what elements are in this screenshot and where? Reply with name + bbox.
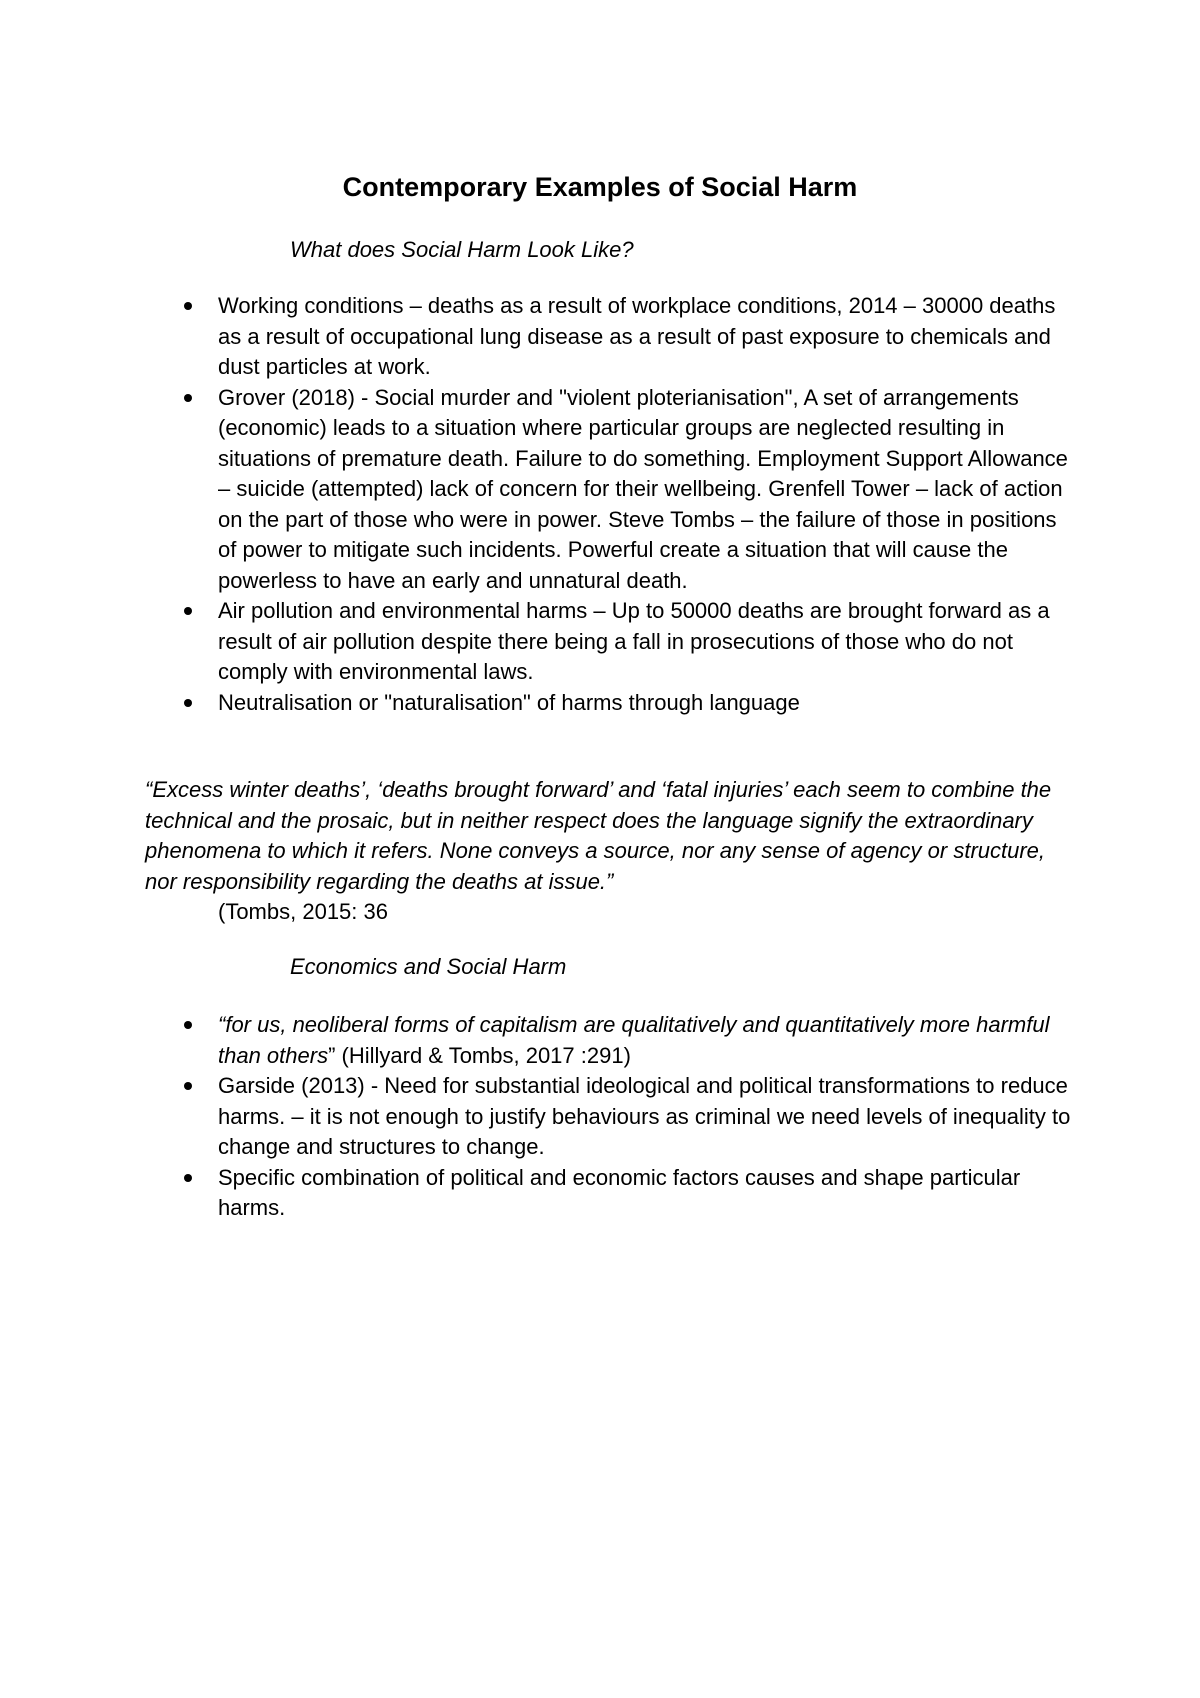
list-item <box>178 291 1078 383</box>
section-heading-social-harm: What does Social Harm Look Like? <box>290 237 634 262</box>
list-item-text: Garside (2013) - Need for substantial ideological and political transformations to reduce harms. – it is not enough to justify behaviours as criminal we need levels of inequality to change and structures to change. <box>218 1073 1071 1159</box>
list-item <box>178 688 1078 719</box>
list-item <box>178 596 1078 688</box>
bullet-icon <box>184 1082 192 1090</box>
list-item <box>178 1071 1078 1163</box>
bullet-icon <box>184 394 192 402</box>
bullet-icon <box>184 1174 192 1182</box>
bullet-icon <box>184 1021 192 1029</box>
bullet-icon <box>184 302 192 310</box>
document-title: Contemporary Examples of Social Harm <box>342 172 858 202</box>
list-item-text: Grover (2018) - Social murder and "violent ploterianisation", A set of arrangements (economic) leads to a situation where particular groups are neglected resulting in situations of premature death. Failure to do something. Employment Support Allowance – suicide (attempted) lack of concern for their wellbeing. Grenfell Tower – lack of action on the part of those who were in power. Steve Tombs – the failure of those in positions of power to mitigate such incidents. Powerful create a situation that will cause the powerless to have an early and unnatural death. <box>218 384 1068 593</box>
list-item-text: Working conditions – deaths as a result of workplace conditions, 2014 – 30000 deaths as a result of occupational lung disease as a result of past exposure to chemicals and dust particles at work. <box>218 293 1056 379</box>
list-item <box>178 383 1078 597</box>
list-item-text: Specific combination of political and economic factors causes and shape particular harms. <box>218 1164 1021 1220</box>
bullet-icon <box>184 607 192 615</box>
list-item <box>178 1163 1078 1224</box>
list-item-text: Neutralisation or "naturalisation" of harms through language <box>218 689 800 715</box>
bullet-list-social-harm <box>178 291 1078 718</box>
list-item <box>178 1010 1078 1071</box>
bullet-icon <box>184 699 192 707</box>
quote-citation: (Tombs, 2015: 36 <box>218 899 388 924</box>
list-item-text: Air pollution and environmental harms – Up to 50000 deaths are brought forward as a result of air pollution despite there being a fall in prosecutions of those who do not comply with environmental laws. <box>218 598 1050 684</box>
list-item-citation-text: ” (Hillyard & Tombs, 2017 :291) <box>328 1042 631 1068</box>
list-item-quote-text: “for us, neoliberal forms of capitalism are qualitatively and quantitatively more harmful than others <box>218 1012 1050 1068</box>
block-quote: “Excess winter deaths’, ‘deaths brought forward’ and ‘fatal injuries’ each seem to combine the technical and the prosaic, but in neither respect does the language signify the extraordinary phenomena to which it refers. None conveys a source, nor any sense of agency or structure, nor responsibility regarding the deaths at issue.” <box>145 777 1052 894</box>
section-heading-economics: Economics and Social Harm <box>290 954 567 979</box>
bullet-list-economics <box>178 1010 1078 1224</box>
